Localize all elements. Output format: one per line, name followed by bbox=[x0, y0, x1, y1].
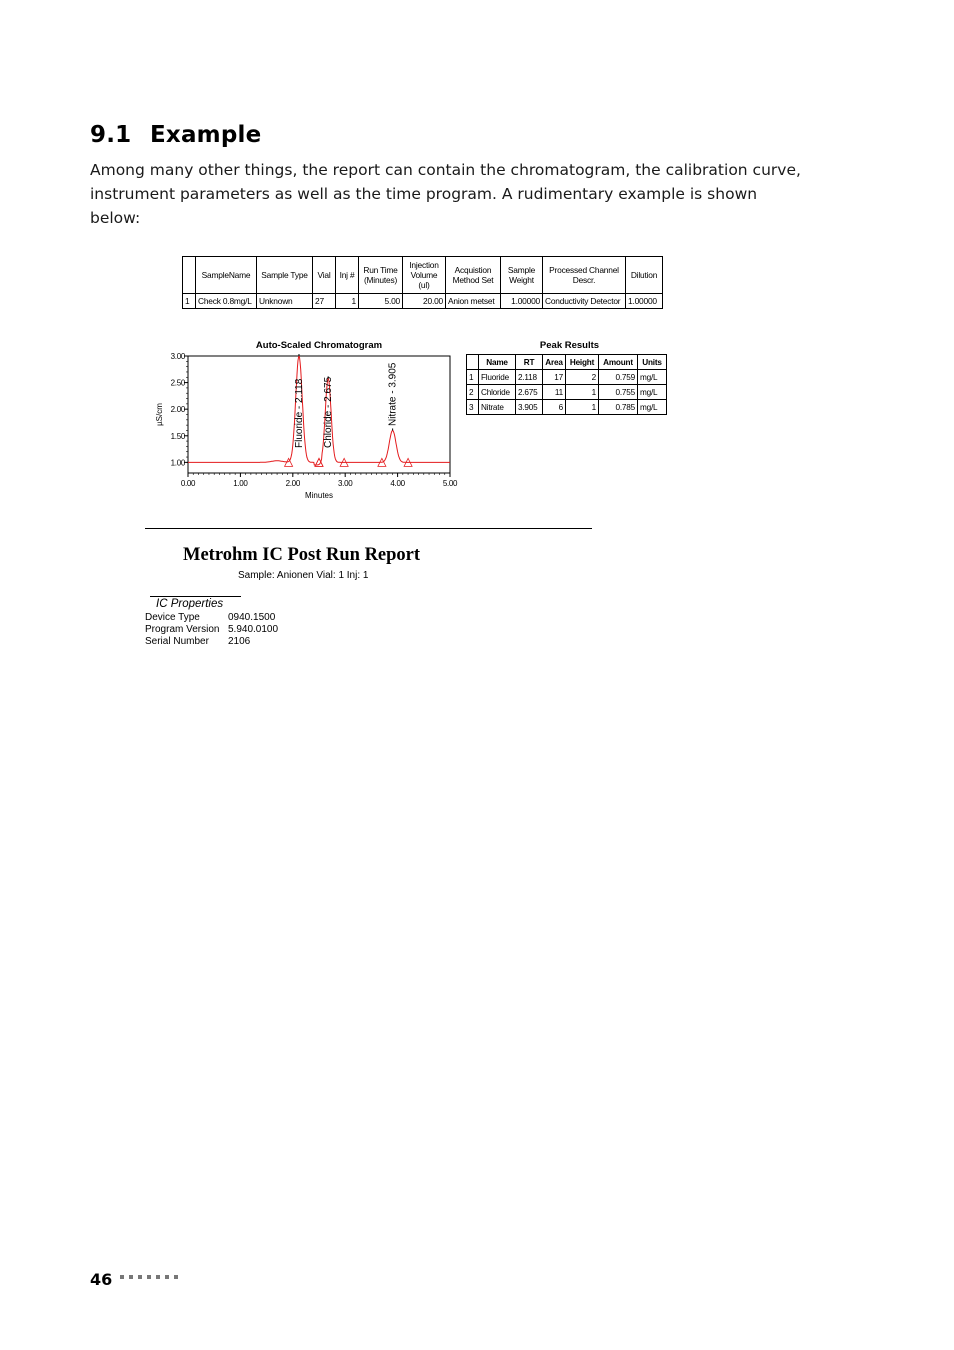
peak-table-header: Height bbox=[566, 355, 599, 370]
prop-value: 0940.1500 bbox=[228, 612, 276, 623]
x-tick-label: 5.00 bbox=[442, 479, 458, 488]
table-cell: 27 bbox=[313, 294, 336, 309]
peak-label: Fluoride - 2.118 bbox=[293, 378, 305, 448]
peak-results-title: Peak Results bbox=[539, 340, 600, 351]
table-row bbox=[467, 400, 667, 415]
x-tick-label: 3.00 bbox=[338, 479, 353, 488]
prop-value: 5.940.0100 bbox=[228, 624, 279, 635]
ic-properties-title: IC Properties bbox=[150, 596, 241, 610]
sample-table-header: Vial bbox=[313, 257, 336, 294]
sample-table-header: Injection Volume (ul) bbox=[403, 257, 446, 294]
sample-table bbox=[182, 256, 663, 309]
table-cell: 0.759 bbox=[599, 370, 638, 385]
peak-table-header: Units bbox=[638, 355, 667, 370]
peak-table-header: Area bbox=[543, 355, 566, 370]
peak-table-header: Amount bbox=[599, 355, 638, 370]
table-cell: 2 bbox=[467, 385, 479, 400]
sample-table-header: Processed Channel Descr. bbox=[543, 257, 626, 294]
table-cell: 20.00 bbox=[403, 294, 446, 309]
table-cell: 11 bbox=[543, 385, 566, 400]
table-cell: 1.00000 bbox=[501, 294, 543, 309]
table-cell: 1.00000 bbox=[626, 294, 663, 309]
section-heading bbox=[90, 122, 261, 148]
prop-label: Serial Number bbox=[145, 636, 209, 647]
peak-label: Nitrate - 3.905 bbox=[387, 362, 399, 426]
intro-paragraph: Among many other things, the report can contain the chromatogram, the calibration curve, instrument parameters as well as the time program. A rudimentary example is shown below: bbox=[90, 161, 801, 227]
peak-table-header: RT bbox=[516, 355, 543, 370]
sample-table-header: Acquistion Method Set bbox=[446, 257, 501, 294]
page-dots bbox=[120, 1275, 178, 1279]
signal-trace bbox=[188, 356, 450, 465]
sample-table-header: Dilution bbox=[626, 257, 663, 294]
page-dot bbox=[147, 1275, 151, 1279]
table-cell: mg/L bbox=[638, 400, 667, 415]
y-axis-label: µS/cm bbox=[155, 403, 164, 426]
y-tick-label: 1.50 bbox=[170, 431, 185, 441]
table-cell: 2.118 bbox=[516, 370, 543, 385]
prop-label: Device Type bbox=[145, 612, 200, 623]
sample-table-header: SampleName bbox=[196, 257, 257, 294]
table-cell: 2.675 bbox=[516, 385, 543, 400]
prop-value: 2106 bbox=[228, 636, 251, 647]
table-cell: Unknown bbox=[257, 294, 313, 309]
table-cell: mg/L bbox=[638, 385, 667, 400]
table-cell: Anion metset bbox=[446, 294, 501, 309]
table-cell: 6 bbox=[543, 400, 566, 415]
table-cell: 1 bbox=[336, 294, 359, 309]
y-tick-label: 1.00 bbox=[170, 458, 185, 468]
sample-table-header: Sample Weight bbox=[501, 257, 543, 294]
x-axis-label: Minutes bbox=[304, 491, 334, 500]
x-tick-label: 1.00 bbox=[233, 479, 248, 488]
table-cell: 17 bbox=[543, 370, 566, 385]
page-dot bbox=[129, 1275, 133, 1279]
page-dot bbox=[138, 1275, 142, 1279]
y-tick-label: 2.50 bbox=[170, 378, 185, 388]
report-title: Metrohm IC Post Run Report bbox=[183, 545, 421, 565]
table-row bbox=[183, 294, 663, 309]
page-dot bbox=[156, 1275, 160, 1279]
table-cell: 3.905 bbox=[516, 400, 543, 415]
x-tick-label: 4.00 bbox=[390, 479, 405, 488]
table-cell: 3 bbox=[467, 400, 479, 415]
y-tick-label: 2.00 bbox=[170, 405, 185, 415]
sample-table-header: Sample Type bbox=[257, 257, 313, 294]
section-title: Example bbox=[150, 122, 262, 148]
chromatogram-chart bbox=[140, 336, 462, 500]
table-cell: 1 bbox=[566, 400, 599, 415]
table-cell: Fluoride bbox=[479, 370, 516, 385]
sample-table-header: Inj # bbox=[336, 257, 359, 294]
peak-table-header: Name bbox=[479, 355, 516, 370]
section-divider bbox=[145, 528, 592, 529]
page-dot bbox=[174, 1275, 178, 1279]
prop-label: Program Version bbox=[145, 624, 220, 635]
peak-label: Chloride - 2.675 bbox=[323, 376, 335, 448]
table-cell: 1 bbox=[183, 294, 196, 309]
table-cell: 5.00 bbox=[359, 294, 403, 309]
table-cell: 0.755 bbox=[599, 385, 638, 400]
table-cell: 0.785 bbox=[599, 400, 638, 415]
table-row bbox=[467, 385, 667, 400]
table-cell: Nitrate bbox=[479, 400, 516, 415]
table-cell: mg/L bbox=[638, 370, 667, 385]
plot-frame bbox=[188, 356, 450, 473]
table-cell: 1 bbox=[467, 370, 479, 385]
peak-results-table bbox=[466, 354, 667, 415]
sample-table-header: Run Time (Minutes) bbox=[359, 257, 403, 294]
x-tick-label: 2.00 bbox=[285, 479, 300, 488]
peak-table-header-row bbox=[467, 355, 667, 370]
page-dot bbox=[120, 1275, 124, 1279]
page-dot bbox=[165, 1275, 169, 1279]
table-cell: Conductivity Detector bbox=[543, 294, 626, 309]
sample-table-header-row bbox=[183, 257, 663, 294]
page-number: 46 bbox=[90, 1270, 113, 1289]
table-cell: 1 bbox=[566, 385, 599, 400]
x-tick-label: 0.00 bbox=[180, 479, 196, 488]
table-cell: Chloride bbox=[479, 385, 516, 400]
section-number: 9.1 bbox=[90, 122, 132, 148]
sample-table-header bbox=[183, 257, 196, 294]
chart-title: Auto-Scaled Chromatogram bbox=[255, 340, 383, 351]
report-sample-line: Sample: Anionen Vial: 1 Inj: 1 bbox=[238, 570, 369, 581]
table-cell: 2 bbox=[566, 370, 599, 385]
table-cell: Check 0.8mg/L bbox=[196, 294, 257, 309]
peak-table-header bbox=[467, 355, 479, 370]
table-row bbox=[467, 370, 667, 385]
y-tick-label: 3.00 bbox=[170, 352, 185, 361]
